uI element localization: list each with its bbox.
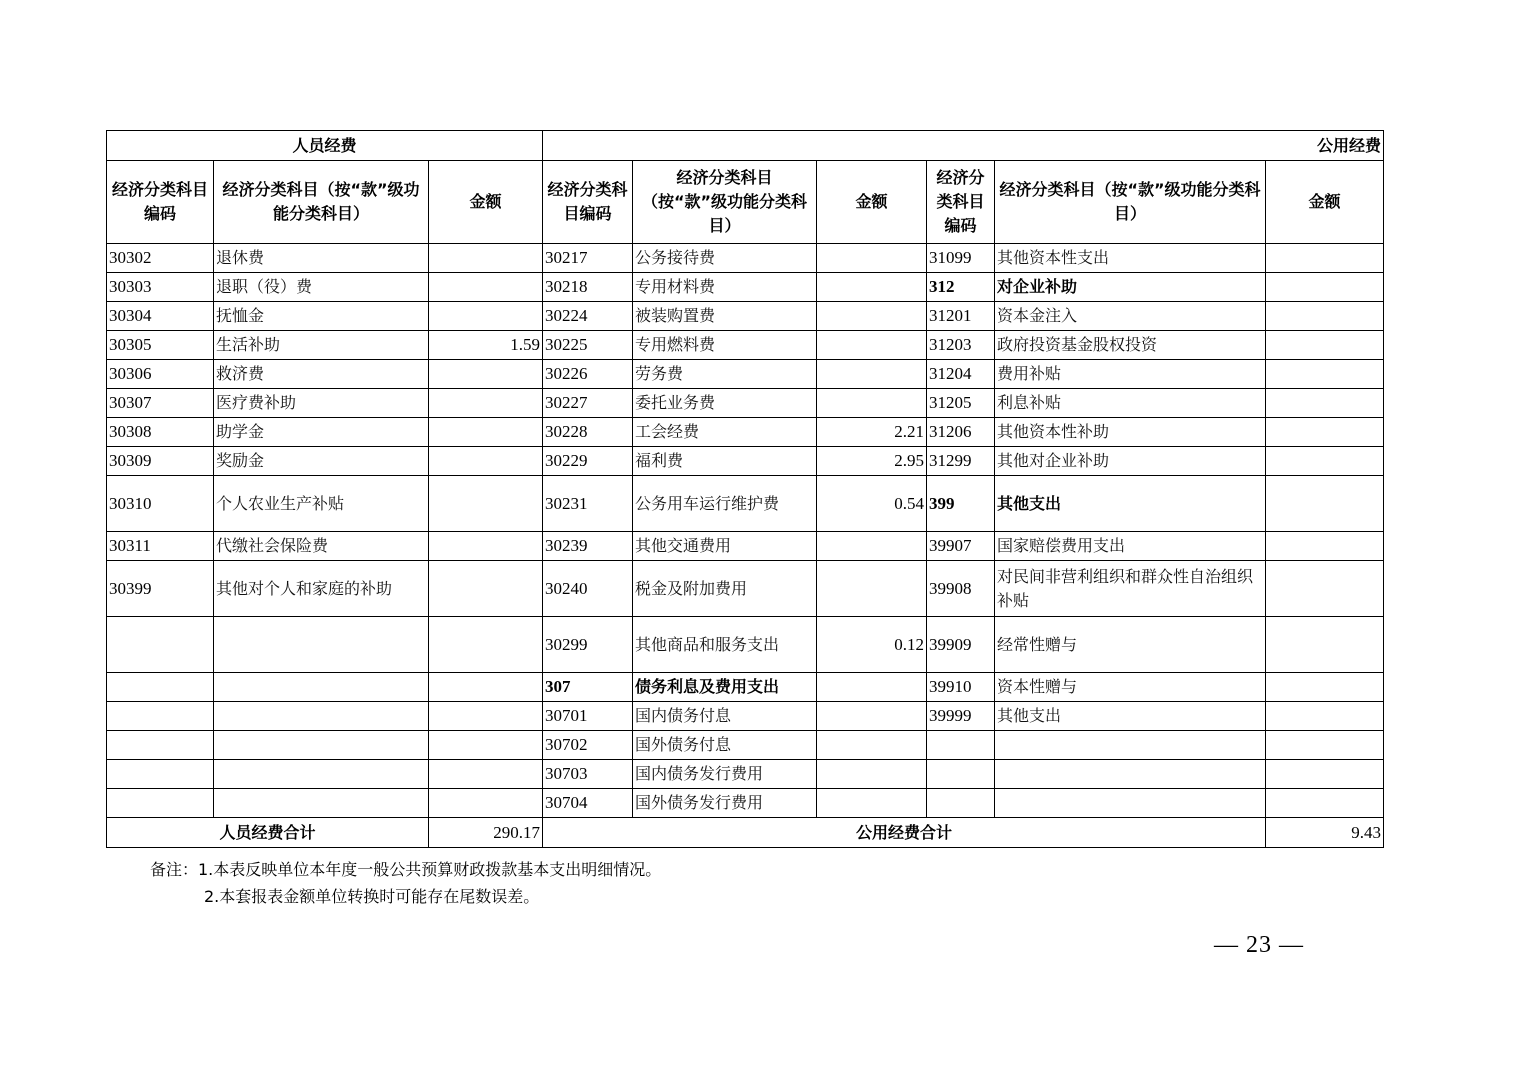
item-name-cell: 国外债务付息: [633, 731, 817, 760]
item-code-cell: 399: [927, 476, 995, 532]
item-name-cell: 其他商品和服务支出: [633, 617, 817, 673]
item-name-cell: [995, 760, 1266, 789]
item-name-cell: 国家赔偿费用支出: [995, 532, 1266, 561]
item-code-cell: [107, 731, 214, 760]
table-row: [107, 331, 1384, 360]
item-name-cell: 资本性赠与: [995, 673, 1266, 702]
item-amount-cell: [429, 360, 543, 389]
item-amount-cell: [429, 702, 543, 731]
item-name-cell: 劳务费: [633, 360, 817, 389]
item-code-cell: 30311: [107, 532, 214, 561]
item-amount-cell: [1266, 389, 1384, 418]
item-code-cell: 39910: [927, 673, 995, 702]
item-code-cell: 31206: [927, 418, 995, 447]
item-name-cell: 其他支出: [995, 476, 1266, 532]
item-code-cell: [107, 702, 214, 731]
item-name-cell: 医疗费补助: [214, 389, 429, 418]
item-amount-cell: 0.12: [817, 617, 927, 673]
item-name-cell: 政府投资基金股权投资: [995, 331, 1266, 360]
item-code-cell: 30229: [543, 447, 633, 476]
item-amount-cell: [429, 418, 543, 447]
item-code-cell: [107, 760, 214, 789]
item-name-cell: 其他资本性支出: [995, 244, 1266, 273]
item-name-cell: [214, 731, 429, 760]
item-code-cell: 30307: [107, 389, 214, 418]
item-name-cell: 福利费: [633, 447, 817, 476]
item-code-cell: 30299: [543, 617, 633, 673]
item-amount-cell: [429, 789, 543, 818]
item-code-cell: 30702: [543, 731, 633, 760]
item-name-cell: 工会经费: [633, 418, 817, 447]
note-line-1: 备注：1.本表反映单位本年度一般公共预算财政拨款基本支出明细情况。: [150, 860, 662, 879]
item-amount-cell: [1266, 702, 1384, 731]
item-amount-cell: [1266, 273, 1384, 302]
table-row: [107, 789, 1384, 818]
item-name-cell: 生活补助: [214, 331, 429, 360]
item-name-cell: 国内债务付息: [633, 702, 817, 731]
table-row: [107, 617, 1384, 673]
personnel-total-label: 人员经费合计: [107, 818, 429, 848]
item-amount-cell: [429, 244, 543, 273]
item-amount-cell: [429, 617, 543, 673]
item-amount-cell: [817, 389, 927, 418]
item-amount-cell: [1266, 561, 1384, 617]
item-amount-cell: [429, 561, 543, 617]
item-code-cell: [927, 760, 995, 789]
item-amount-cell: [429, 476, 543, 532]
item-name-cell: 个人农业生产补贴: [214, 476, 429, 532]
col-header-amount: 金额: [817, 161, 927, 244]
item-amount-cell: [1266, 418, 1384, 447]
table-row: [107, 476, 1384, 532]
item-name-cell: [214, 673, 429, 702]
col-header-code: 经济分类科目编码: [927, 161, 995, 244]
item-amount-cell: [1266, 476, 1384, 532]
table-row: [107, 302, 1384, 331]
item-code-cell: 31205: [927, 389, 995, 418]
item-code-cell: 30227: [543, 389, 633, 418]
col-header-code: 经济分类科目编码: [543, 161, 633, 244]
item-name-cell: 其他支出: [995, 702, 1266, 731]
item-amount-cell: 0.54: [817, 476, 927, 532]
item-name-cell: 费用补贴: [995, 360, 1266, 389]
item-code-cell: 30303: [107, 273, 214, 302]
table-row: [107, 389, 1384, 418]
item-name-cell: 退休费: [214, 244, 429, 273]
item-amount-cell: [1266, 447, 1384, 476]
item-amount-cell: [1266, 331, 1384, 360]
item-code-cell: 31203: [927, 331, 995, 360]
note-line-2: 2.本套报表金额单位转换时可能存在尾数误差。: [204, 887, 540, 906]
public-total-label: 公用经费合计: [543, 818, 1266, 848]
item-name-cell: 债务利息及费用支出: [633, 673, 817, 702]
item-name-cell: 国内债务发行费用: [633, 760, 817, 789]
item-code-cell: 307: [543, 673, 633, 702]
item-amount-cell: [817, 561, 927, 617]
item-code-cell: 31299: [927, 447, 995, 476]
item-code-cell: [107, 673, 214, 702]
totals-row: [107, 818, 1384, 848]
item-name-cell: 资本金注入: [995, 302, 1266, 331]
item-amount-cell: [817, 302, 927, 331]
item-name-cell: 对民间非营利组织和群众性自治组织补贴: [995, 561, 1266, 617]
public-total-value: 9.43: [1266, 818, 1384, 848]
table-row: [107, 273, 1384, 302]
table-row: [107, 532, 1384, 561]
item-amount-cell: 2.95: [817, 447, 927, 476]
item-code-cell: [107, 789, 214, 818]
item-code-cell: 30703: [543, 760, 633, 789]
item-code-cell: 30399: [107, 561, 214, 617]
item-code-cell: 30302: [107, 244, 214, 273]
item-code-cell: 30304: [107, 302, 214, 331]
item-code-cell: 30217: [543, 244, 633, 273]
item-name-cell: 国外债务发行费用: [633, 789, 817, 818]
table-section-header-row: [107, 131, 1384, 161]
item-name-cell: [995, 731, 1266, 760]
item-amount-cell: [817, 273, 927, 302]
item-name-cell: 委托业务费: [633, 389, 817, 418]
item-name-cell: 经常性赠与: [995, 617, 1266, 673]
item-name-cell: 公务用车运行维护费: [633, 476, 817, 532]
item-code-cell: 30225: [543, 331, 633, 360]
item-name-cell: 退职（役）费: [214, 273, 429, 302]
table-column-header-row: [107, 161, 1384, 244]
item-name-cell: [995, 789, 1266, 818]
item-name-cell: 其他对个人和家庭的补助: [214, 561, 429, 617]
item-amount-cell: [817, 731, 927, 760]
item-name-cell: [214, 702, 429, 731]
item-amount-cell: [1266, 532, 1384, 561]
item-code-cell: 30218: [543, 273, 633, 302]
personnel-total-value: 290.17: [429, 818, 543, 848]
item-code-cell: [927, 789, 995, 818]
item-amount-cell: [429, 731, 543, 760]
personnel-section-header: 人员经费: [107, 131, 543, 161]
col-header-name: 经济分类科目（按“款”级功能分类科目）: [214, 161, 429, 244]
item-amount-cell: [817, 331, 927, 360]
basic-expenditure-table: [106, 130, 1384, 848]
item-amount-cell: [429, 447, 543, 476]
item-name-cell: 对企业补助: [995, 273, 1266, 302]
item-amount-cell: [817, 702, 927, 731]
item-code-cell: 30226: [543, 360, 633, 389]
item-name-cell: 被装购置费: [633, 302, 817, 331]
item-code-cell: 30701: [543, 702, 633, 731]
item-code-cell: 31099: [927, 244, 995, 273]
item-amount-cell: [429, 673, 543, 702]
item-code-cell: 30224: [543, 302, 633, 331]
item-code-cell: 30310: [107, 476, 214, 532]
table-row: [107, 760, 1384, 789]
item-name-cell: 抚恤金: [214, 302, 429, 331]
item-name-cell: 专用材料费: [633, 273, 817, 302]
item-code-cell: 31204: [927, 360, 995, 389]
item-amount-cell: [817, 673, 927, 702]
item-code-cell: 39999: [927, 702, 995, 731]
item-name-cell: 其他对企业补助: [995, 447, 1266, 476]
table-row: [107, 702, 1384, 731]
item-amount-cell: [1266, 617, 1384, 673]
item-name-cell: 其他资本性补助: [995, 418, 1266, 447]
item-code-cell: 30305: [107, 331, 214, 360]
table-row: [107, 673, 1384, 702]
public-section-header: 公用经费: [543, 131, 1384, 161]
page-number: — 23 —: [1214, 932, 1304, 958]
table-row: [107, 731, 1384, 760]
item-name-cell: 专用燃料费: [633, 331, 817, 360]
table-row: [107, 447, 1384, 476]
item-code-cell: 30228: [543, 418, 633, 447]
item-amount-cell: [817, 360, 927, 389]
item-name-cell: 公务接待费: [633, 244, 817, 273]
item-name-cell: 代缴社会保险费: [214, 532, 429, 561]
col-header-name: 经济分类科目（按“款”级功能分类科目）: [633, 161, 817, 244]
item-code-cell: 312: [927, 273, 995, 302]
item-code-cell: 30306: [107, 360, 214, 389]
table-row: [107, 360, 1384, 389]
col-header-code: 经济分类科目编码: [107, 161, 214, 244]
item-amount-cell: [817, 789, 927, 818]
table-row: [107, 244, 1384, 273]
item-amount-cell: [817, 244, 927, 273]
item-name-cell: 税金及附加费用: [633, 561, 817, 617]
item-amount-cell: [429, 760, 543, 789]
item-code-cell: 39909: [927, 617, 995, 673]
table-row: [107, 418, 1384, 447]
item-amount-cell: [1266, 760, 1384, 789]
item-code-cell: 39907: [927, 532, 995, 561]
item-amount-cell: [1266, 789, 1384, 818]
table-notes: [150, 856, 661, 910]
item-name-cell: [214, 760, 429, 789]
item-code-cell: 30308: [107, 418, 214, 447]
item-code-cell: 30240: [543, 561, 633, 617]
item-name-cell: 救济费: [214, 360, 429, 389]
item-amount-cell: [817, 760, 927, 789]
item-code-cell: [107, 617, 214, 673]
item-code-cell: 30704: [543, 789, 633, 818]
item-code-cell: 30309: [107, 447, 214, 476]
item-amount-cell: 2.21: [817, 418, 927, 447]
item-amount-cell: [1266, 244, 1384, 273]
item-name-cell: [214, 617, 429, 673]
item-amount-cell: [429, 273, 543, 302]
item-amount-cell: [429, 302, 543, 331]
item-name-cell: 其他交通费用: [633, 532, 817, 561]
col-header-amount: 金额: [1266, 161, 1384, 244]
item-amount-cell: [1266, 673, 1384, 702]
item-amount-cell: [1266, 302, 1384, 331]
col-header-amount: 金额: [429, 161, 543, 244]
item-amount-cell: [429, 389, 543, 418]
table-row: [107, 561, 1384, 617]
item-name-cell: 奖励金: [214, 447, 429, 476]
item-name-cell: 助学金: [214, 418, 429, 447]
item-amount-cell: [1266, 360, 1384, 389]
item-amount-cell: [429, 532, 543, 561]
item-amount-cell: [817, 532, 927, 561]
item-code-cell: 31201: [927, 302, 995, 331]
item-code-cell: [927, 731, 995, 760]
item-name-cell: 利息补贴: [995, 389, 1266, 418]
item-amount-cell: [1266, 731, 1384, 760]
item-code-cell: 39908: [927, 561, 995, 617]
item-name-cell: [214, 789, 429, 818]
item-amount-cell: 1.59: [429, 331, 543, 360]
col-header-name: 经济分类科目（按“款”级功能分类科目）: [995, 161, 1266, 244]
item-code-cell: 30239: [543, 532, 633, 561]
item-code-cell: 30231: [543, 476, 633, 532]
